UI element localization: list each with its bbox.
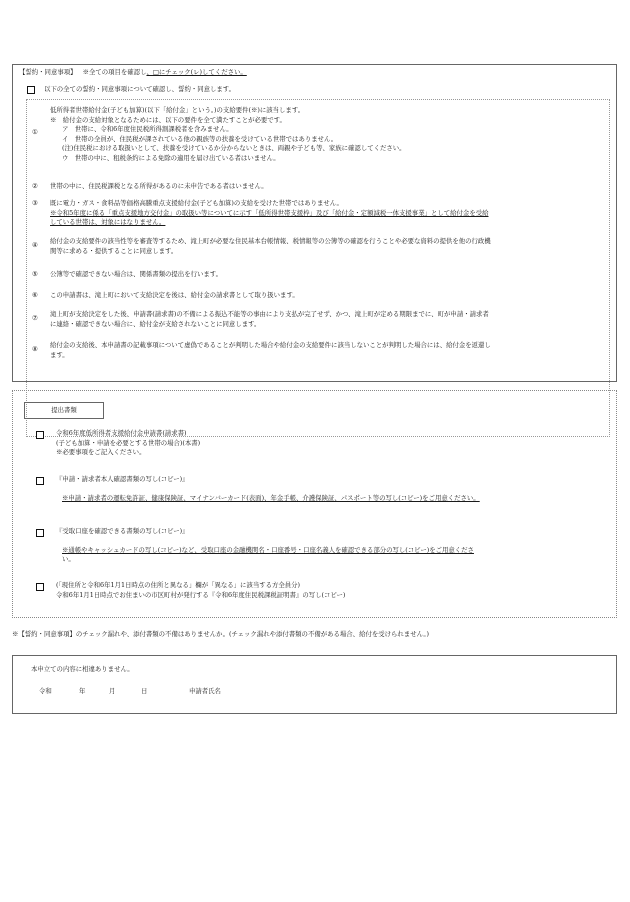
pledge-agree-label: 以下の全ての誓約・同意事項について確認し、誓約・同意します。	[44, 85, 236, 93]
document-line: 令和6年度低所得者支援給付金申請書(請求書)	[56, 429, 187, 437]
declaration-date-row	[39, 687, 221, 697]
document-line: (「現住所と令和6年1月1日時点の住所と異なる」欄が「異なる」に該当する方全員分)	[56, 581, 301, 589]
pledge-item-line: 滝上町が支給決定をした後、申請書(請求書)の不備による振込不能等の事由により支払が完了せず、かつ、滝上町が定める期限までに、町が申請・請求者	[50, 310, 489, 318]
document-line: ※必要事項をご記入ください。	[56, 448, 146, 457]
document-line: ※申請・請求者の運転免許証、健康保険証、マイナンバーカード(表面)、年金手帳、介護保険証、パスポート等の写し(コピー)をご用意ください。	[62, 493, 480, 502]
pledge-item-number: ②	[32, 182, 38, 190]
pledge-item-number: ⑦	[32, 314, 38, 322]
document-item-4[interactable]	[36, 581, 606, 600]
pledge-item-number: ⑤	[32, 270, 38, 278]
declaration-era: 令和	[39, 687, 52, 695]
pledge-item-line: 給付金の支給要件の該当性等を審査等するため、滝上町が必要な住民基本台帳情報、税情報等の公簿等の確認を行うことや必要な資料の提供を他の行政機	[50, 237, 491, 245]
pledge-item-line: ※ 給付金の支給対象となるためには、以下の要件を全て満たすことが必要です。	[50, 115, 286, 124]
document-line: ※通帳やキャッシュカードの写し(コピー)など、受取口座の金融機関名・口座番号・口座名義人を確認できる部分の写し(コピー)をご用意くださ	[62, 545, 474, 554]
document-line: (子ども加算・申請を必要とする世帯の場合)(本書)	[56, 438, 201, 447]
pledge-item-7	[32, 310, 607, 329]
document-line: 令和6年1月1日時点でお住まいの市区町村が発行する『令和6年度住民税課税証明書』の写し(コピー)	[56, 590, 346, 599]
pledge-section	[12, 64, 617, 382]
pledge-item-line: している世帯は、対象にはなりません。	[50, 218, 166, 227]
declaration-section	[12, 655, 617, 714]
documents-section	[12, 390, 617, 618]
pledge-header-instruction-underlined: 、□にチェック(レ)してください。	[146, 68, 247, 76]
pledge-item-line: 世帯の中に、住民税課税となる所得があるのに未申告である者はいません。	[50, 182, 268, 190]
document-item-3[interactable]	[36, 527, 606, 565]
pledge-item-line: ア 世帯に、令和6年度住民税所得割課税者を含みません。	[62, 125, 233, 134]
pledge-header-instruction: ※全ての項目を確認し	[82, 68, 147, 76]
pledge-item-line: (注)住民税における取扱いとして、扶養を受けているか分からないときは、両親や子ども等、家族に確認してください。	[62, 144, 406, 153]
pledge-item-line: 低所得者世帯給付金(子ども加算)(以下「給付金」という。)の支給要件(※)に該当します。	[50, 106, 305, 114]
document-checkbox[interactable]	[36, 431, 44, 439]
declaration-month: 月	[109, 687, 116, 695]
pledge-item-2	[32, 182, 607, 192]
documents-title: 提出書類	[24, 402, 104, 419]
pledge-item-number: ⑧	[32, 345, 38, 353]
pledge-item-line: イ 世帯の全員が、住民税が課されている他の親族等の扶養を受けている世帯ではありません。	[62, 134, 338, 143]
pledge-item-number: ①	[32, 128, 38, 136]
pledge-item-number: ⑥	[32, 291, 38, 299]
pledge-item-1	[32, 106, 607, 164]
pledge-item-line: 既に電力・ガス・食料品等価格高騰重点支援給付金(子ども加算)の支給を受けた世帯ではありません。	[50, 199, 343, 207]
pledge-item-5	[32, 270, 607, 280]
pledge-item-line: 関等に求める・提供することに同意します。	[50, 246, 178, 255]
document-checkbox[interactable]	[36, 583, 44, 591]
pledge-item-line: 給付金の支給後、本申請書の記載事項について虚偽であることが判明した場合や給付金の支給要件に該当しないことが判明した場合には、給付金を返還し	[50, 341, 491, 349]
document-checkbox[interactable]	[36, 529, 44, 537]
document-line: い。	[62, 555, 75, 564]
declaration-name-label: 申請者氏名	[189, 687, 221, 695]
pledge-item-4	[32, 237, 607, 256]
pledge-agree-checkbox[interactable]	[27, 86, 35, 94]
pledge-item-6	[32, 291, 607, 301]
pledge-agree-row[interactable]	[27, 85, 235, 95]
document-item-2[interactable]	[36, 475, 606, 503]
pledge-item-line: ウ 世帯の中に、租税条約による免除の適用を届け出ている者はいません。	[62, 154, 280, 163]
pledge-header-label: 【誓約・同意事項】	[19, 68, 77, 76]
notice-text: ※【誓約・同意事項】のチェック漏れや、添付書類の不備はありませんか。(チェック漏れや添付書類の不備がある場合、給付を受けられません。)	[12, 630, 430, 638]
pledge-item-line: 公簿等で確認できない場合は、関係書類の提出を行います。	[50, 270, 223, 278]
declaration-text: 本申立ての内容に相違ありません。	[31, 665, 134, 673]
declaration-day: 日	[141, 687, 148, 695]
pledge-item-number: ④	[32, 241, 38, 249]
pledge-item-line: ※令和5年度に係る「重点支援地方交付金」の取扱い等についてに示す「低所得世帯支援枠」及び「給付金・定額減税一体支援事業」として給付金を受給	[50, 208, 489, 217]
pledge-header	[19, 68, 247, 78]
declaration-year: 年	[79, 687, 86, 695]
pledge-item-line: に連絡・確認できない場合に、給付金が支給されないことに同意します。	[50, 319, 261, 328]
document-checkbox[interactable]	[36, 477, 44, 485]
document-line: 『受取口座を確認できる書類の写し(コピー)』	[56, 527, 189, 535]
pledge-item-3	[32, 199, 607, 228]
document-item-1[interactable]	[36, 429, 606, 458]
document-line: 『申請・請求者本人確認書類の写し(コピー)』	[56, 475, 189, 483]
pledge-item-8	[32, 341, 607, 360]
pledge-item-line: この申請書は、滝上町において支給決定を後は、給付金の請求書として取り扱います。	[50, 291, 299, 299]
pledge-item-number: ③	[32, 199, 38, 207]
pledge-item-line: ます。	[50, 350, 69, 359]
